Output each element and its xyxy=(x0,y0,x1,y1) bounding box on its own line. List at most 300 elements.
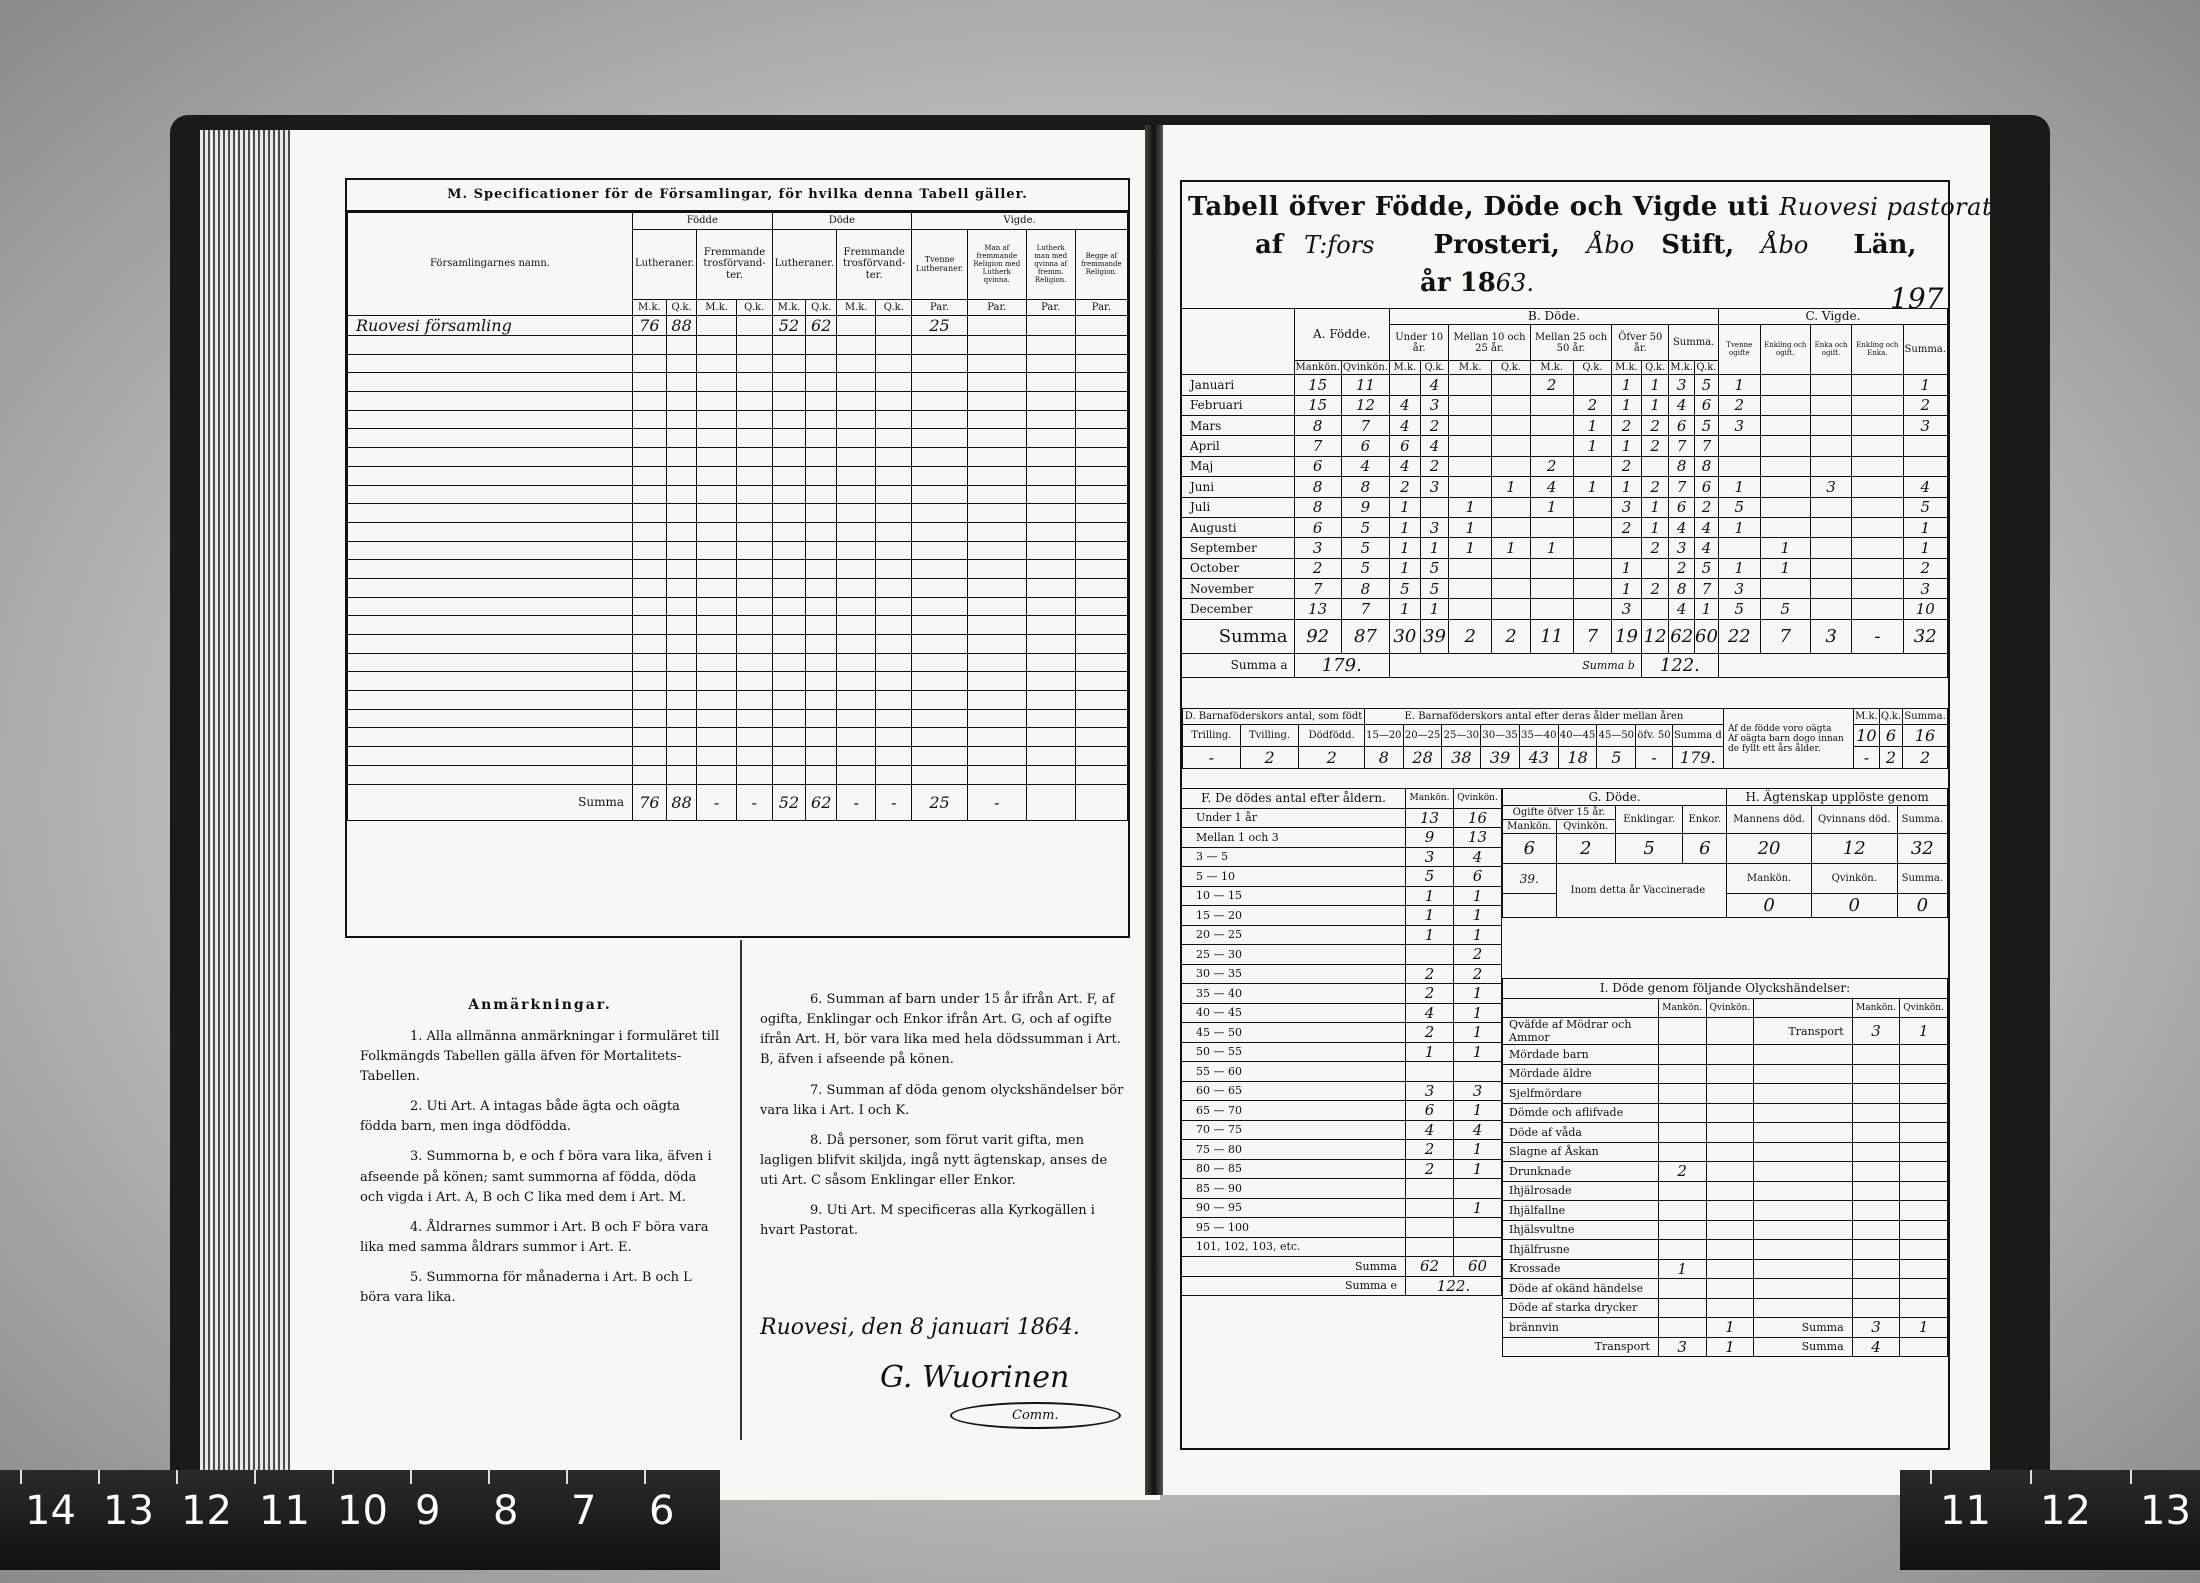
cell xyxy=(876,316,912,336)
month-cell: 1 xyxy=(1612,579,1642,599)
vacc-label: Inom detta år Vaccinerade xyxy=(1556,864,1727,918)
cell xyxy=(1026,578,1075,597)
note-9: 9. Uti Art. M specificeras alla Kyrkogällen i hvart Pastorat. xyxy=(760,1203,1095,1239)
month-cell xyxy=(1449,599,1492,619)
month-cell: 3 xyxy=(1420,517,1449,537)
e-age-header: 20—25 xyxy=(1403,725,1442,747)
month-cell xyxy=(1852,599,1903,619)
e-val: 8 xyxy=(1364,747,1403,769)
cause-label: Drunknade xyxy=(1503,1162,1659,1182)
cell xyxy=(736,635,772,654)
month-row xyxy=(1182,456,1948,476)
age-row xyxy=(1182,867,1502,887)
cell xyxy=(1503,998,1659,1018)
cell xyxy=(633,504,667,523)
i2-transport-mk: 3 xyxy=(1852,1018,1900,1045)
cell xyxy=(736,560,772,579)
cell xyxy=(697,336,736,355)
cell xyxy=(1026,560,1075,579)
hdr-enkling-enka: Enkling och Enka. xyxy=(1852,325,1903,375)
month-cell: 15 xyxy=(1294,375,1341,395)
month-cell: 1 xyxy=(1612,436,1642,456)
cell xyxy=(912,373,968,392)
hdr-mk: M.k. xyxy=(1390,361,1421,375)
age-qk xyxy=(1454,1179,1502,1199)
ill-row2-cell: - xyxy=(1853,747,1879,769)
age-label: 50 — 55 xyxy=(1182,1042,1406,1062)
vacc-val-summa: 0 xyxy=(1897,894,1947,918)
cell xyxy=(876,392,912,411)
cell xyxy=(912,504,968,523)
month-label: November xyxy=(1182,579,1294,599)
month-cell: 6 xyxy=(1695,477,1719,497)
hdr-tvenne: Tvenne ogifte xyxy=(1718,325,1760,375)
summa-cell: 2 xyxy=(1492,619,1531,653)
cell xyxy=(967,653,1026,672)
i2-summa-mk: 3 xyxy=(1852,1318,1900,1338)
month-cell: 4 xyxy=(1390,395,1421,415)
month-cell xyxy=(1449,477,1492,497)
month-cell: 2 xyxy=(1573,395,1612,415)
month-cell: 5 xyxy=(1695,375,1719,395)
hdr-qk: Q.k. xyxy=(1492,361,1531,375)
cell xyxy=(967,541,1026,560)
age-row xyxy=(1182,1198,1502,1218)
cell xyxy=(876,765,912,784)
month-cell: 4 xyxy=(1669,395,1695,415)
e-val: 43 xyxy=(1519,747,1558,769)
cell xyxy=(876,336,912,355)
month-cell xyxy=(1449,395,1492,415)
month-cell xyxy=(1810,497,1851,517)
handwritten-year: 63. xyxy=(1495,269,1534,297)
hdr-mankon: Mankön. xyxy=(1295,362,1340,374)
month-cell: 15 xyxy=(1294,395,1341,415)
hdr-A: A. Födde. xyxy=(1294,309,1390,361)
cell xyxy=(1900,1240,1948,1260)
month-cell: 1 xyxy=(1641,395,1669,415)
hdr-par: Par. xyxy=(912,299,968,316)
signature-name: G. Wuorinen xyxy=(880,1360,1070,1395)
cell xyxy=(1075,429,1127,448)
cell xyxy=(697,728,736,747)
cause-mk xyxy=(1658,1123,1706,1143)
month-cell: 2 xyxy=(1612,456,1642,476)
table-row xyxy=(348,336,1128,355)
month-cell xyxy=(1530,436,1573,456)
cell xyxy=(633,373,667,392)
section-g-h-table xyxy=(1502,788,1948,918)
notes-divider xyxy=(740,940,742,1440)
cell xyxy=(1075,448,1127,467)
hdr-qvinkon: Qvinkön. xyxy=(1342,362,1389,374)
cell xyxy=(1754,1240,1852,1260)
cell xyxy=(837,747,876,766)
month-cell xyxy=(1852,579,1903,599)
age-qk: 1 xyxy=(1454,1003,1502,1023)
notes-right xyxy=(760,990,1125,1252)
cell xyxy=(806,597,837,616)
cell xyxy=(876,410,912,429)
month-cell xyxy=(1449,579,1492,599)
vacc-val-mk: 0 xyxy=(1727,894,1812,918)
month-cell xyxy=(1852,456,1903,476)
age-mk xyxy=(1406,1062,1454,1082)
ruler-number: 13 xyxy=(2140,1488,2191,1534)
month-cell: 6 xyxy=(1669,497,1695,517)
cause-label: Ihjälfallne xyxy=(1503,1201,1659,1221)
cell xyxy=(697,504,736,523)
cell xyxy=(348,691,633,710)
cell xyxy=(772,653,806,672)
month-cell: 4 xyxy=(1390,456,1421,476)
hdr-qk: Q.k. xyxy=(1641,361,1669,375)
cell xyxy=(837,709,876,728)
month-cell xyxy=(1760,395,1810,415)
age-row xyxy=(1182,1081,1502,1101)
cell xyxy=(697,578,736,597)
cell xyxy=(876,373,912,392)
ill-row1-cell: 10 xyxy=(1853,725,1879,747)
month-cell: 2 xyxy=(1420,456,1449,476)
e-val: 5 xyxy=(1597,747,1636,769)
cell xyxy=(876,522,912,541)
cell xyxy=(666,672,697,691)
hdr-trilling: Trilling. xyxy=(1183,725,1241,747)
age-mk: 2 xyxy=(1406,1023,1454,1043)
hdr-qk: Q.k. xyxy=(1420,361,1449,375)
notes-left xyxy=(360,995,720,1318)
summa-cell: 11 xyxy=(1530,619,1573,653)
month-cell: 1 xyxy=(1390,599,1421,619)
cell xyxy=(1075,354,1127,373)
title-stift: Stift, xyxy=(1661,230,1735,260)
e-val: 38 xyxy=(1442,747,1481,769)
cell xyxy=(772,541,806,560)
cell xyxy=(1075,466,1127,485)
month-cell: 2 xyxy=(1903,558,1948,578)
cell xyxy=(666,691,697,710)
g-mankon: Mankön. xyxy=(1503,820,1557,834)
month-cell xyxy=(1760,375,1810,395)
cell xyxy=(348,672,633,691)
month-cell: 2 xyxy=(1612,415,1642,435)
cell xyxy=(1075,485,1127,504)
month-cell: 1 xyxy=(1420,538,1449,558)
month-cell xyxy=(1530,599,1573,619)
cell xyxy=(1026,429,1075,448)
month-cell xyxy=(1573,456,1612,476)
ruler-number: 13 xyxy=(103,1488,154,1534)
ruler-number: 11 xyxy=(1940,1488,1991,1534)
age-label: 30 — 35 xyxy=(1182,964,1406,984)
month-cell: 1 xyxy=(1612,558,1642,578)
cell xyxy=(1026,597,1075,616)
cell xyxy=(1900,1103,1948,1123)
summa-row xyxy=(1182,619,1948,653)
cell xyxy=(1075,635,1127,654)
age-qk: 1 xyxy=(1454,1198,1502,1218)
cell xyxy=(697,765,736,784)
cell xyxy=(697,429,736,448)
ill-row2-cell: 2 xyxy=(1879,747,1902,769)
cell xyxy=(772,504,806,523)
hdr-C: C. Vigde. xyxy=(1718,309,1947,325)
cell xyxy=(1900,1259,1948,1279)
month-cell: 2 xyxy=(1641,436,1669,456)
month-cell: 1 xyxy=(1492,538,1531,558)
age-label: 35 — 40 xyxy=(1182,984,1406,1004)
month-cell: 1 xyxy=(1449,497,1492,517)
month-cell: 1 xyxy=(1718,517,1760,537)
month-cell: 3 xyxy=(1420,477,1449,497)
cell xyxy=(348,448,633,467)
hdr-qk: Q.k. xyxy=(666,299,697,316)
month-cell xyxy=(1449,558,1492,578)
cause-qk xyxy=(1706,1018,1754,1045)
hdr-10-25: Mellan 10 och 25 år. xyxy=(1449,325,1530,361)
cell xyxy=(1900,1181,1948,1201)
table-row xyxy=(348,504,1128,523)
cell xyxy=(697,485,736,504)
cell xyxy=(1754,1201,1852,1221)
cause-label: Mördade äldre xyxy=(1503,1064,1659,1084)
g-qvinkon: Qvinkön. xyxy=(1556,820,1615,834)
cell xyxy=(876,691,912,710)
cell xyxy=(1503,894,1557,918)
hdr-tvilling: Tvilling. xyxy=(1240,725,1299,747)
cause-qk xyxy=(1706,1064,1754,1084)
cell xyxy=(806,728,837,747)
month-cell: 1 xyxy=(1612,395,1642,415)
cell xyxy=(633,429,667,448)
cell xyxy=(1754,1259,1852,1279)
month-cell: 7 xyxy=(1669,436,1695,456)
age-row xyxy=(1182,984,1502,1004)
table-row xyxy=(348,410,1128,429)
signature-title: Comm. xyxy=(950,1402,1121,1429)
cell xyxy=(876,504,912,523)
age-row xyxy=(1182,847,1502,867)
cell xyxy=(348,597,633,616)
age-label: 90 — 95 xyxy=(1182,1198,1406,1218)
cell xyxy=(1026,373,1075,392)
cell xyxy=(666,541,697,560)
cell xyxy=(666,336,697,355)
age-qk: 1 xyxy=(1454,886,1502,906)
cell xyxy=(348,578,633,597)
cause-label: Ihjälfrusne xyxy=(1503,1240,1659,1260)
cell xyxy=(837,410,876,429)
cell xyxy=(736,597,772,616)
cell xyxy=(1026,691,1075,710)
page-edges xyxy=(200,130,300,1470)
cell xyxy=(772,578,806,597)
month-cell: 1 xyxy=(1390,558,1421,578)
cell xyxy=(1075,653,1127,672)
age-qk: 13 xyxy=(1454,828,1502,848)
cell xyxy=(348,373,633,392)
cause-qk xyxy=(1706,1259,1754,1279)
month-cell: 4 xyxy=(1695,538,1719,558)
sub-lutherk-man: Lutherk man med qvinna af fremm. Religion. xyxy=(1026,229,1075,299)
month-cell xyxy=(1492,415,1531,435)
month-cell xyxy=(1492,599,1531,619)
month-cell xyxy=(1810,415,1851,435)
month-cell: 1 xyxy=(1612,477,1642,497)
d-tvilling: 2 xyxy=(1240,747,1299,769)
h-val-summa: 32 xyxy=(1897,834,1947,864)
cause-qk xyxy=(1706,1181,1754,1201)
cell xyxy=(1026,316,1075,336)
cause-mk xyxy=(1658,1318,1706,1338)
cell xyxy=(697,522,736,541)
cell xyxy=(1026,541,1075,560)
month-cell xyxy=(1492,436,1531,456)
cell xyxy=(736,672,772,691)
cell xyxy=(348,728,633,747)
cause-qk xyxy=(1706,1123,1754,1143)
month-cell xyxy=(1810,517,1851,537)
cell xyxy=(912,354,968,373)
month-cell: 1 xyxy=(1760,538,1810,558)
age-label: 85 — 90 xyxy=(1182,1179,1406,1199)
g-enkor: Enkor. xyxy=(1683,806,1727,834)
month-cell xyxy=(1449,456,1492,476)
cell xyxy=(666,448,697,467)
month-cell xyxy=(1449,436,1492,456)
summa-b-value: 122. xyxy=(1641,653,1718,677)
age-label: 101, 102, 103, etc. xyxy=(1182,1237,1406,1257)
illegitimate-text xyxy=(1723,709,1853,769)
age-qk: 16 xyxy=(1454,808,1502,828)
cell xyxy=(912,672,968,691)
cell xyxy=(967,448,1026,467)
f-summa-e-row xyxy=(1182,1276,1502,1296)
cell xyxy=(1026,354,1075,373)
cell xyxy=(772,373,806,392)
table-row xyxy=(348,653,1128,672)
cell xyxy=(837,560,876,579)
hdr-E: E. Barnaföderskors antal efter deras ålder mellan åren xyxy=(1364,709,1723,725)
cell xyxy=(967,410,1026,429)
cell xyxy=(633,410,667,429)
month-cell: 3 xyxy=(1669,375,1695,395)
cell xyxy=(736,728,772,747)
month-row xyxy=(1182,477,1948,497)
cause-row xyxy=(1503,1123,1948,1143)
title-lan: Län, xyxy=(1853,230,1917,260)
ruler-number: 11 xyxy=(259,1488,310,1534)
hdr-mk: M.k. xyxy=(1612,361,1642,375)
cell xyxy=(1026,616,1075,635)
cell xyxy=(1852,1201,1900,1221)
cell xyxy=(1900,1162,1948,1182)
cell xyxy=(912,410,968,429)
cause-mk xyxy=(1658,1045,1706,1065)
hdr-dodfodd: Dödfödd. xyxy=(1299,725,1365,747)
age-row xyxy=(1182,1159,1502,1179)
month-cell xyxy=(1718,456,1760,476)
age-row xyxy=(1182,906,1502,926)
ruler-tick xyxy=(20,1470,22,1484)
cell xyxy=(806,373,837,392)
month-cell: 1 xyxy=(1718,375,1760,395)
cell xyxy=(876,709,912,728)
age-label: 70 — 75 xyxy=(1182,1120,1406,1140)
i2-summa2-qk xyxy=(1900,1337,1948,1357)
cause-label: Ihjälsvultne xyxy=(1503,1220,1659,1240)
month-cell xyxy=(1760,456,1810,476)
cell xyxy=(837,728,876,747)
hdr-mk: M.k. xyxy=(1670,362,1694,374)
cell xyxy=(837,541,876,560)
month-cell xyxy=(1573,599,1612,619)
cell xyxy=(697,354,736,373)
month-cell: 3 xyxy=(1903,579,1948,599)
cause-row xyxy=(1503,1045,1948,1065)
cell xyxy=(772,336,806,355)
cell xyxy=(633,392,667,411)
cell xyxy=(967,373,1026,392)
month-cell: 2 xyxy=(1695,497,1719,517)
cell xyxy=(1900,1142,1948,1162)
age-mk: 3 xyxy=(1406,847,1454,867)
i-transport-label: Transport xyxy=(1503,1337,1659,1357)
ruler-tick xyxy=(488,1470,490,1484)
month-cell: 3 xyxy=(1718,579,1760,599)
sub-begge: Begge af fremmande Religion. xyxy=(1075,229,1127,299)
summa-cell: 30 xyxy=(1390,619,1421,653)
cell xyxy=(633,560,667,579)
summa-row xyxy=(348,784,1128,820)
hdr-par: Par. xyxy=(1026,299,1075,316)
table-row xyxy=(348,466,1128,485)
month-cell xyxy=(1810,558,1851,578)
month-cell xyxy=(1420,497,1449,517)
cell xyxy=(837,653,876,672)
age-mk: 9 xyxy=(1406,828,1454,848)
month-cell xyxy=(1810,375,1851,395)
cell xyxy=(912,597,968,616)
month-row xyxy=(1182,558,1948,578)
cell xyxy=(736,578,772,597)
age-row xyxy=(1182,1062,1502,1082)
cause-qk xyxy=(1706,1279,1754,1299)
cell xyxy=(633,709,667,728)
month-cell xyxy=(1810,599,1851,619)
hdr-mk: M.k. xyxy=(1449,361,1492,375)
cell xyxy=(633,728,667,747)
cell xyxy=(912,541,968,560)
table-row xyxy=(348,522,1128,541)
month-cell xyxy=(1852,415,1903,435)
month-cell xyxy=(1492,558,1531,578)
grp-vigde: Vigde. xyxy=(912,213,1128,230)
month-cell xyxy=(1852,517,1903,537)
ruler-tick xyxy=(98,1470,100,1484)
cell xyxy=(837,354,876,373)
month-cell xyxy=(1760,517,1810,537)
cell xyxy=(772,466,806,485)
cause-row xyxy=(1503,1162,1948,1182)
cell xyxy=(348,653,633,672)
age-mk: 6 xyxy=(1406,1101,1454,1121)
hdr-qk: Q.k. xyxy=(736,299,772,316)
cause-row xyxy=(1503,1279,1948,1299)
cell xyxy=(666,504,697,523)
summa-a-value: 179. xyxy=(1294,653,1390,677)
